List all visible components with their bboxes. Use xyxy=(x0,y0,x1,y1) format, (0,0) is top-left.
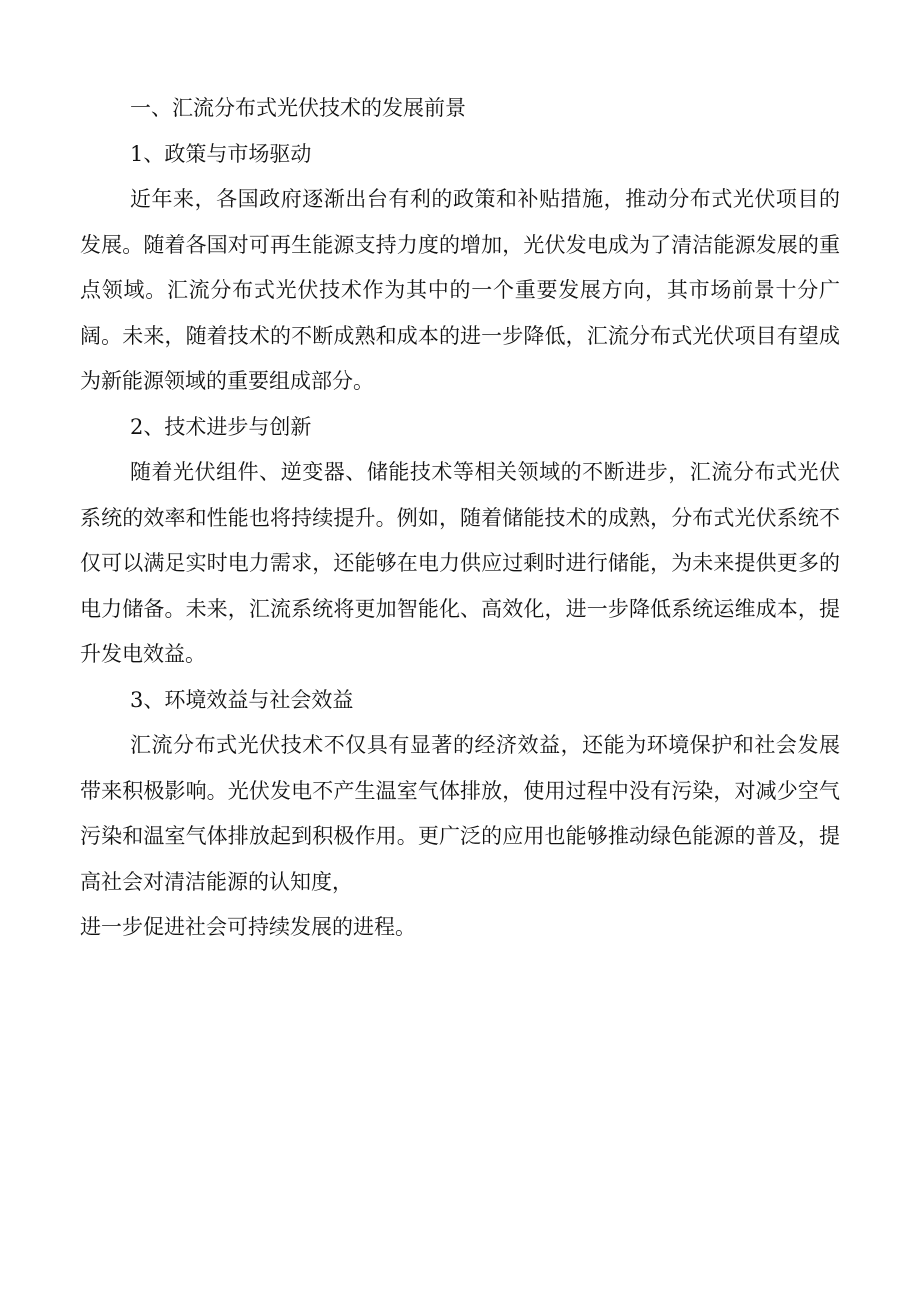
subsection-heading-1: 1、政策与市场驱动 xyxy=(130,141,312,166)
section-title: 一、汇流分布式光伏技术的发展前景 xyxy=(130,96,466,120)
subsection-heading-2: 2、技术进步与创新 xyxy=(130,414,312,439)
subsection-heading-3: 3、环境效益与社会效益 xyxy=(130,687,354,712)
subsection-paragraph-3-continuation: 进一步促进社会可持续发展的进程。 xyxy=(80,915,416,939)
subsection-paragraph-2: 随着光伏组件、逆变器、储能技术等相关领域的不断进步，汇流分布式光伏系统的效率和性能也将持续提升。例如，随着储能技术的成熟，分布式光伏系统不仅可以满足实时电力需求，还能够在电力供应过剩时进行储能，为未来提供更多的电力储备。未来，汇流系统将更加智能化、高效化，进一步降低系统运维成本，提升发电效益。 xyxy=(80,460,840,666)
document-body xyxy=(80,86,840,951)
subsection-paragraph-3: 汇流分布式光伏技术不仅具有显著的经济效益，还能为环境保护和社会发展带来积极影响。光伏发电不产生温室气体排放，使用过程中没有污染，对减少空气污染和温室气体排放起到积极作用。更广泛的应用也能够推动绿色能源的普及，提高社会对清洁能源的认知度， xyxy=(80,733,840,894)
subsection-paragraph-1: 近年来，各国政府逐渐出台有利的政策和补贴措施，推动分布式光伏项目的发展。随着各国对可再生能源支持力度的增加，光伏发电成为了清洁能源发展的重点领域。汇流分布式光伏技术作为其中的一个重要发展方向，其市场前景十分广阔。未来，随着技术的不断成熟和成本的进一步降低，汇流分布式光伏项目有望成为新能源领域的重要组成部分。 xyxy=(80,187,840,393)
